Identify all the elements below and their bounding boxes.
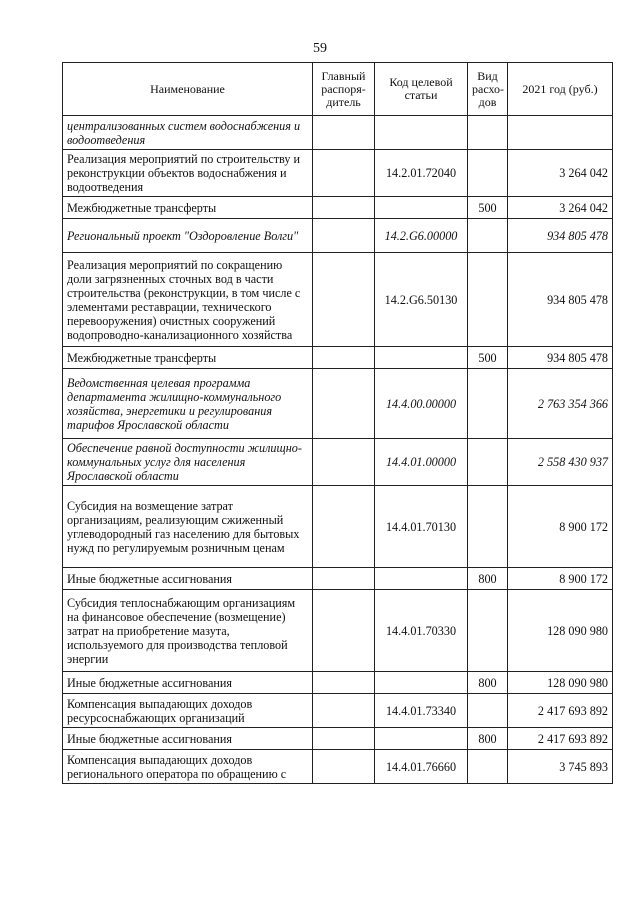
cell-admin: [313, 728, 375, 750]
cell-type: [468, 116, 508, 150]
cell-admin: [313, 590, 375, 672]
cell-code: 14.4.01.00000: [375, 439, 468, 486]
cell-code: 14.2.01.72040: [375, 150, 468, 197]
cell-amount: 2 417 693 892: [508, 728, 613, 750]
cell-amount: 128 090 980: [508, 590, 613, 672]
cell-amount: 934 805 478: [508, 347, 613, 369]
page-number: 59: [313, 41, 327, 56]
table-row: [63, 197, 613, 219]
table-row: [63, 672, 613, 694]
cell-name: Межбюджетные трансферты: [63, 197, 313, 219]
cell-code: [375, 347, 468, 369]
cell-amount: 934 805 478: [508, 219, 613, 253]
cell-admin: [313, 197, 375, 219]
cell-name: Обеспечение равной доступности жилищно-коммунальных услуг для населения Ярославской области: [63, 439, 313, 486]
table-row: [63, 116, 613, 150]
cell-type: [468, 219, 508, 253]
cell-admin: [313, 369, 375, 439]
cell-type: 500: [468, 347, 508, 369]
cell-name: Реализация мероприятий по сокращению доли загрязненных сточных вод в части строительства (реконструкции, в том числе с элементами реставрации, технического перевооружения) очистных сооружений водопроводно-канализационного хозяйства: [63, 253, 313, 347]
cell-name: Ведомственная целевая программа департамента жилищно-коммунального хозяйства, энергетики и регулирования тарифов Ярославской области: [63, 369, 313, 439]
cell-name: Региональный проект "Оздоровление Волги": [63, 219, 313, 253]
cell-type: 800: [468, 672, 508, 694]
cell-name: Компенсация выпадающих доходов ресурсоснабжающих организаций: [63, 694, 313, 728]
cell-amount: 2 558 430 937: [508, 439, 613, 486]
table-row: [63, 694, 613, 728]
cell-code: 14.4.01.76660: [375, 750, 468, 784]
cell-type: [468, 369, 508, 439]
cell-type: [468, 750, 508, 784]
table-row: [63, 486, 613, 568]
cell-amount: [508, 116, 613, 150]
cell-amount: 2 417 693 892: [508, 694, 613, 728]
table-row: [63, 439, 613, 486]
cell-amount: 934 805 478: [508, 253, 613, 347]
cell-name: Реализация мероприятий по строительству и реконструкции объектов водоснабжения и водоотведения: [63, 150, 313, 197]
table-row: [63, 369, 613, 439]
table-row: [63, 728, 613, 750]
table-row: [63, 590, 613, 672]
cell-type: 800: [468, 568, 508, 590]
cell-admin: [313, 150, 375, 197]
cell-code: 14.2.G6.00000: [375, 219, 468, 253]
cell-name: Иные бюджетные ассигнования: [63, 568, 313, 590]
cell-amount: 128 090 980: [508, 672, 613, 694]
cell-admin: [313, 116, 375, 150]
cell-admin: [313, 672, 375, 694]
cell-name: Межбюджетные трансферты: [63, 347, 313, 369]
table-row: [63, 568, 613, 590]
cell-code: [375, 728, 468, 750]
table-row: [63, 219, 613, 253]
cell-amount: 3 264 042: [508, 150, 613, 197]
cell-code: [375, 672, 468, 694]
cell-name: Компенсация выпадающих доходов регионального оператора по обращению с: [63, 750, 313, 784]
header-amount: 2021 год (руб.): [508, 63, 613, 116]
cell-code: 14.4.01.70130: [375, 486, 468, 568]
cell-name: Субсидия на возмещение затрат организациям, реализующим сжиженный углеводородный газ населению для бытовых нужд по регулируемым розничным ценам: [63, 486, 313, 568]
cell-code: 14.4.00.00000: [375, 369, 468, 439]
cell-type: [468, 694, 508, 728]
header-name: Наименование: [63, 63, 313, 116]
cell-admin: [313, 486, 375, 568]
cell-type: [468, 150, 508, 197]
cell-code: 14.2.G6.50130: [375, 253, 468, 347]
cell-admin: [313, 694, 375, 728]
cell-amount: 2 763 354 366: [508, 369, 613, 439]
cell-admin: [313, 439, 375, 486]
header-type: Вид расхо-дов: [468, 63, 508, 116]
table-row: [63, 750, 613, 784]
cell-type: [468, 590, 508, 672]
cell-code: [375, 197, 468, 219]
cell-type: 800: [468, 728, 508, 750]
table-row: [63, 150, 613, 197]
cell-type: [468, 486, 508, 568]
table-header-row: [63, 63, 613, 116]
cell-admin: [313, 750, 375, 784]
cell-code: 14.4.01.70330: [375, 590, 468, 672]
cell-name: централизованных систем водоснабжения и водоотведения: [63, 116, 313, 150]
cell-code: 14.4.01.73340: [375, 694, 468, 728]
cell-name: Иные бюджетные ассигнования: [63, 672, 313, 694]
table-row: [63, 253, 613, 347]
header-admin: Главный распоря-дитель: [313, 63, 375, 116]
cell-type: [468, 439, 508, 486]
cell-type: [468, 253, 508, 347]
cell-type: 500: [468, 197, 508, 219]
cell-admin: [313, 219, 375, 253]
table-row: [63, 347, 613, 369]
cell-amount: 8 900 172: [508, 568, 613, 590]
cell-name: Субсидия теплоснабжающим организациям на финансовое обеспечение (возмещение) затрат на приобретение мазута, используемого для производства тепловой энергии: [63, 590, 313, 672]
cell-name: Иные бюджетные ассигнования: [63, 728, 313, 750]
budget-table: [62, 62, 613, 784]
cell-amount: 3 745 893: [508, 750, 613, 784]
cell-amount: 3 264 042: [508, 197, 613, 219]
cell-admin: [313, 347, 375, 369]
cell-amount: 8 900 172: [508, 486, 613, 568]
cell-code: [375, 568, 468, 590]
cell-code: [375, 116, 468, 150]
cell-admin: [313, 253, 375, 347]
header-code: Код целевой статьи: [375, 63, 468, 116]
cell-admin: [313, 568, 375, 590]
